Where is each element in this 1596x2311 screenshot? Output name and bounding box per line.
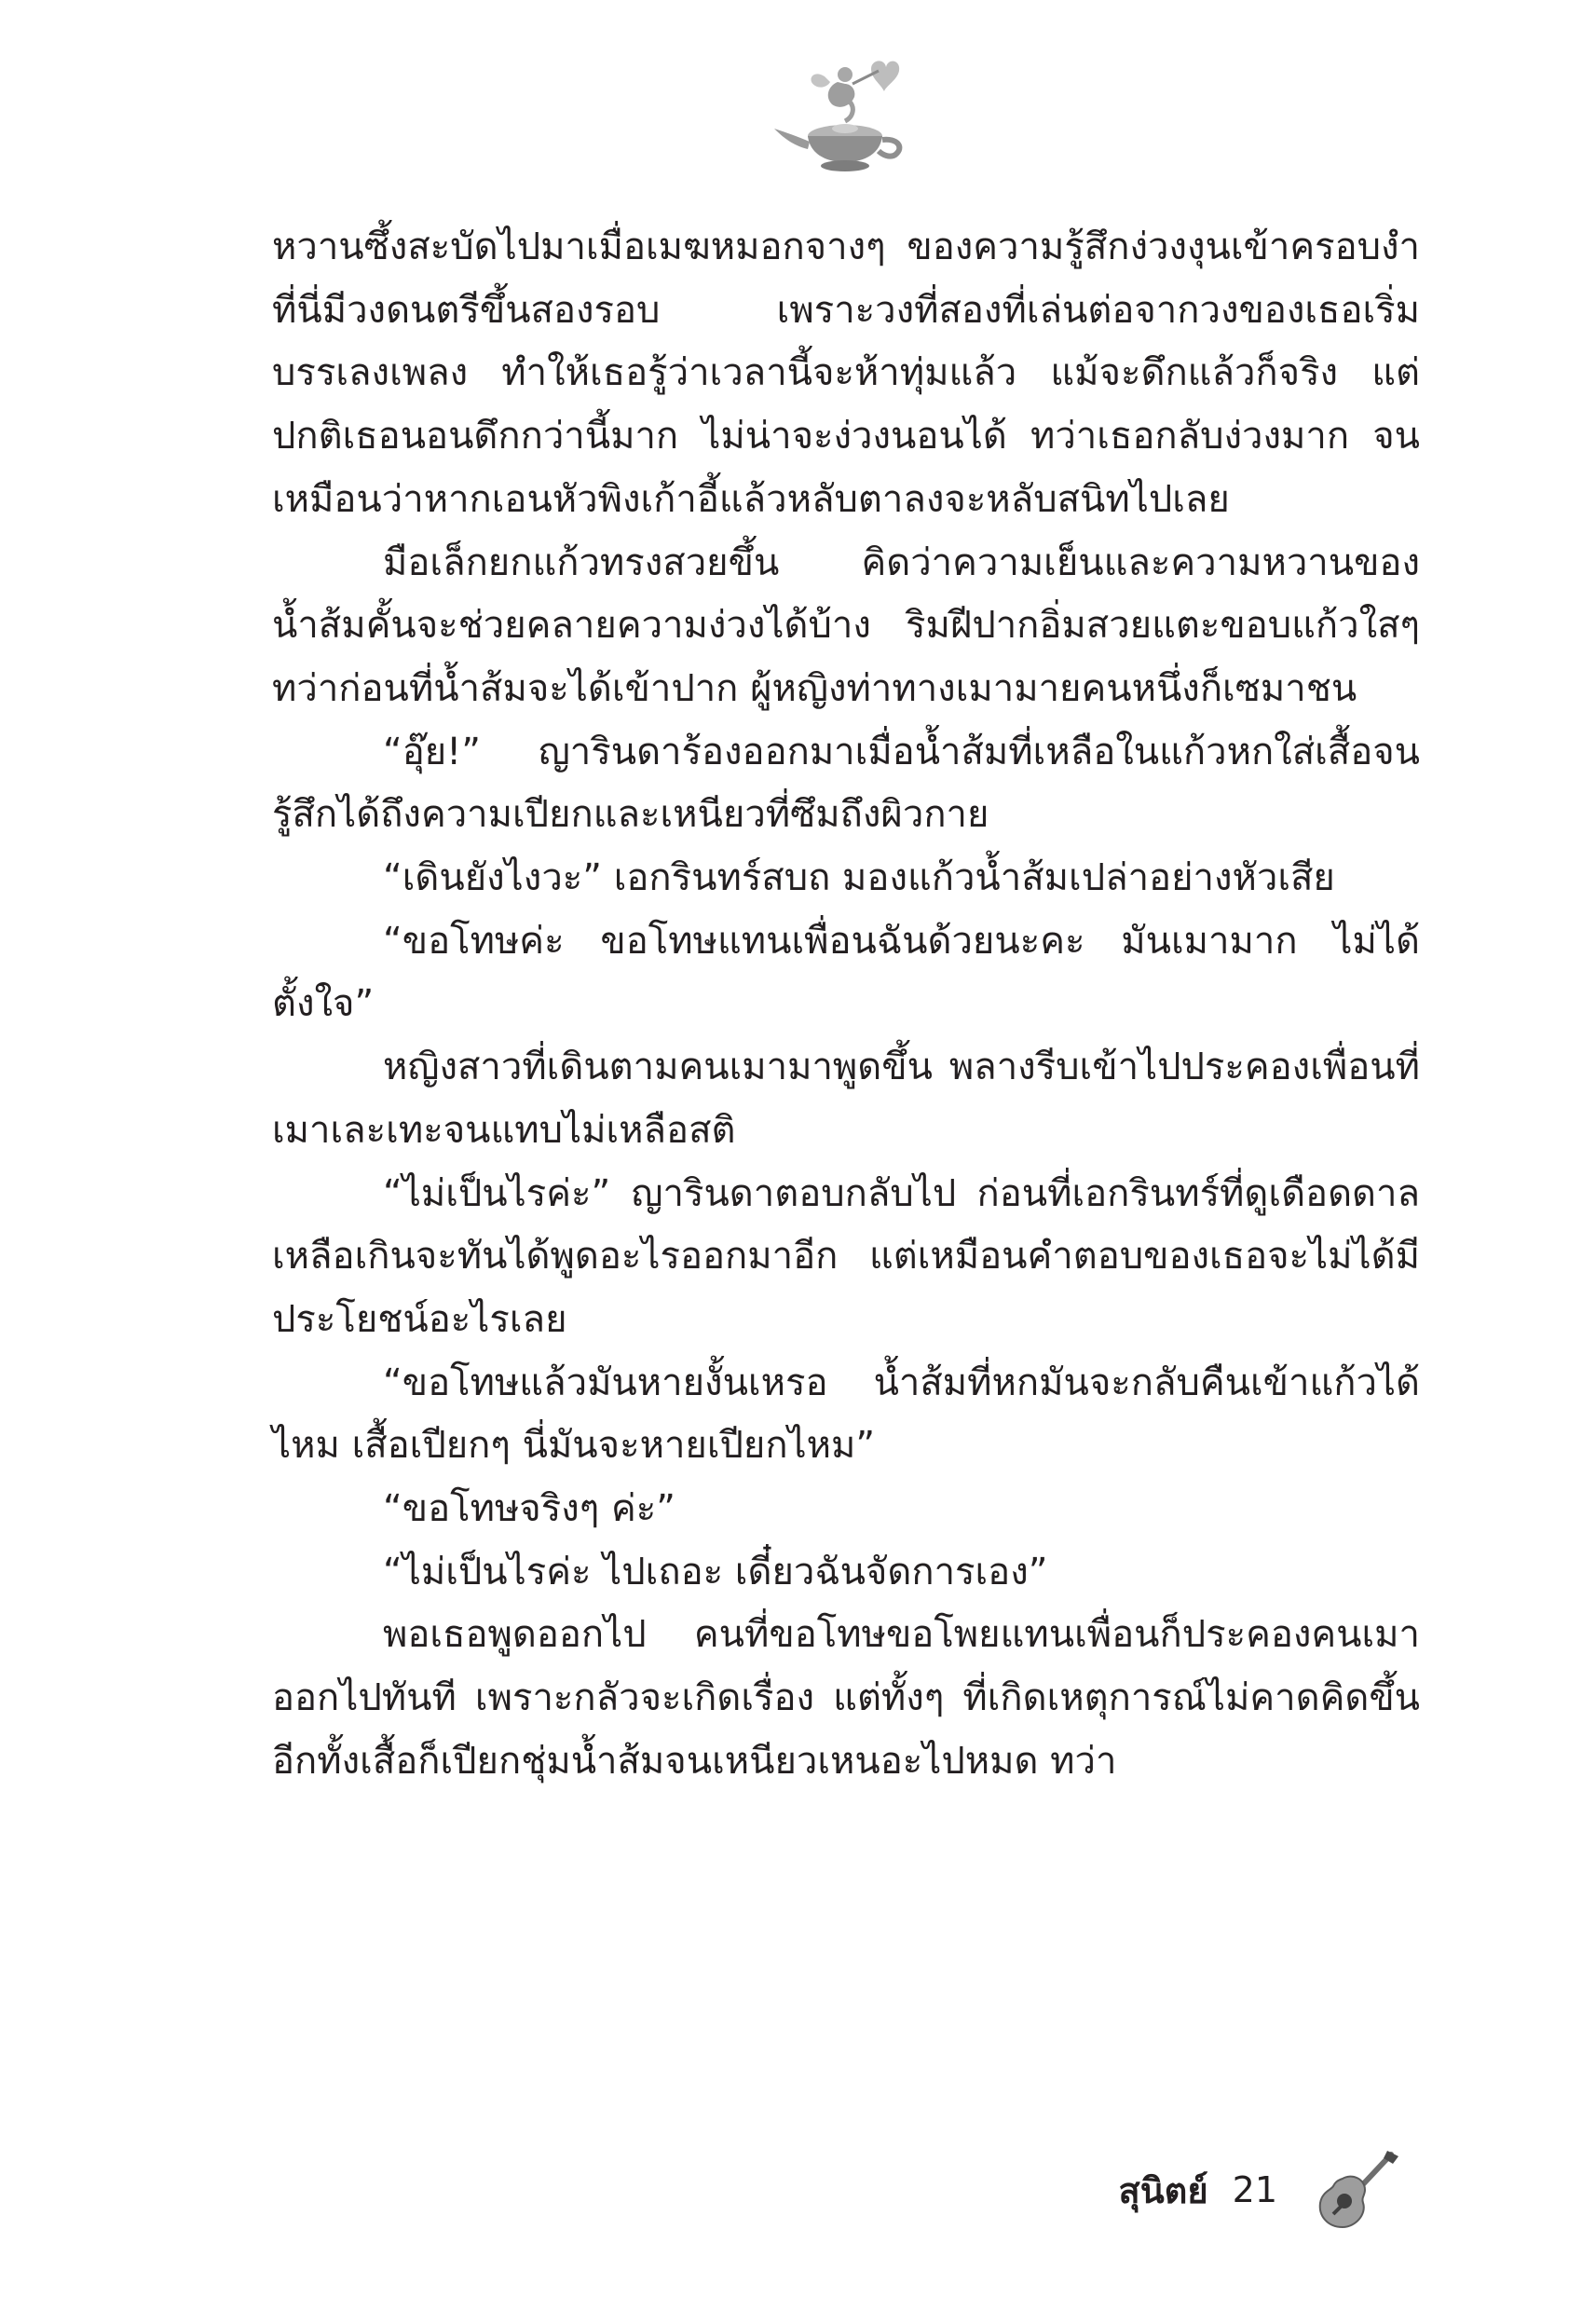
paragraph: “ขอโทษค่ะ ขอโทษแทนเพื่อนฉันด้วยนะคะ มันเมามาก ไม่ได้ตั้งใจ”	[272, 919, 1420, 1026]
paragraph: “ขอโทษจริงๆ ค่ะ”	[383, 1487, 675, 1531]
paragraph: พอเธอพูดออกไป คนที่ขอโทษขอโพยแทนเพื่อนก็ประคองคนเมาออกไปทันที เพราะกลัวจะเกิดเรื่อง แต่ทั้งๆ ที่เกิดเหตุการณ์ไม่คาดคิดขึ้น อีกทั้งเสื้อก็เปียกชุ่มน้ำส้มจนเหนียวเหนอะไปหมด ทว่า	[272, 1613, 1420, 1783]
paragraph: “ไม่เป็นไรค่ะ ไปเถอะ เดี๋ยวฉันจัดการเอง”	[383, 1550, 1048, 1593]
paragraph: “ไม่เป็นไรค่ะ” ญารินดาตอบกลับไป ก่อนที่เอกรินทร์ที่ดูเดือดดาลเหลือเกินจะทันได้พูดอะไรออกมาอีก แต่เหมือนคำตอบของเธอจะไม่ได้มีประโยชน์อะไรเลย	[272, 1171, 1420, 1341]
chapter-body-text	[272, 216, 1420, 1794]
author-name: สุนิตย์	[1118, 2169, 1208, 2211]
page-footer	[1119, 2147, 1400, 2233]
paragraph: หญิงสาวที่เดินตามคนเมามาพูดขึ้น พลางรีบเข้าไปประคองเพื่อนที่เมาเละเทะจนแทบไม่เหลือสติ	[272, 1046, 1420, 1152]
page-number: 21	[1232, 2169, 1277, 2210]
paragraph: มือเล็กยกแก้วทรงสวยขึ้น คิดว่าความเย็นและความหวานของน้ำส้มคั้นจะช่วยคลายความง่วงได้บ้าง ริมฝีปากอิ่มสวยแตะขอบแก้วใสๆ ทว่าก่อนที่น้ำส้มจะได้เข้าปาก ผู้หญิงท่าทางเมามายคนหนึ่งก็เซมาชน	[272, 540, 1420, 710]
lamp-with-cupid-icon	[759, 48, 918, 179]
paragraph: “อุ๊ย!” ญารินดาร้องออกมาเมื่อน้ำส้มที่เหลือในแก้วหกใส่เสื้อจนรู้สึกได้ถึงความเปียกและเหนียวที่ซึมถึงผิวกาย	[272, 730, 1420, 837]
paragraph: หวานซึ้งสะบัดไปมาเมื่อเมฆหมอกจางๆ ของความรู้สึกง่วงงุนเข้าครอบงำ ที่นี่มีวงดนตรีขึ้นสองรอบ เพราะวงที่สองที่เล่นต่อจากวงของเธอเริ่มบรรเลงเพลง ทำให้เธอรู้ว่าเวลานี้จะห้าทุ่มแล้ว แม้จะดึกแล้วก็จริง แต่ปกติเธอนอนดึกกว่านี้มาก ไม่น่าจะง่วงนอนได้ ทว่าเธอกลับง่วงมาก จนเหมือนว่าหากเอนหัวพิงเก้าอี้แล้วหลับตาลงจะหลับสนิทไปเลย	[272, 226, 1420, 521]
paragraph: “เดินยังไงวะ” เอกรินทร์สบถ มองแก้วน้ำส้มเปล่าอย่างหัวเสีย	[383, 856, 1335, 900]
paragraph: “ขอโทษแล้วมันหายงั้นเหรอ น้ำส้มที่หกมันจะกลับคืนเข้าแก้วได้ไหม เสื้อเปียกๆ นี่มันจะหายเปียกไหม”	[272, 1361, 1420, 1468]
guitar-icon	[1315, 2147, 1400, 2233]
